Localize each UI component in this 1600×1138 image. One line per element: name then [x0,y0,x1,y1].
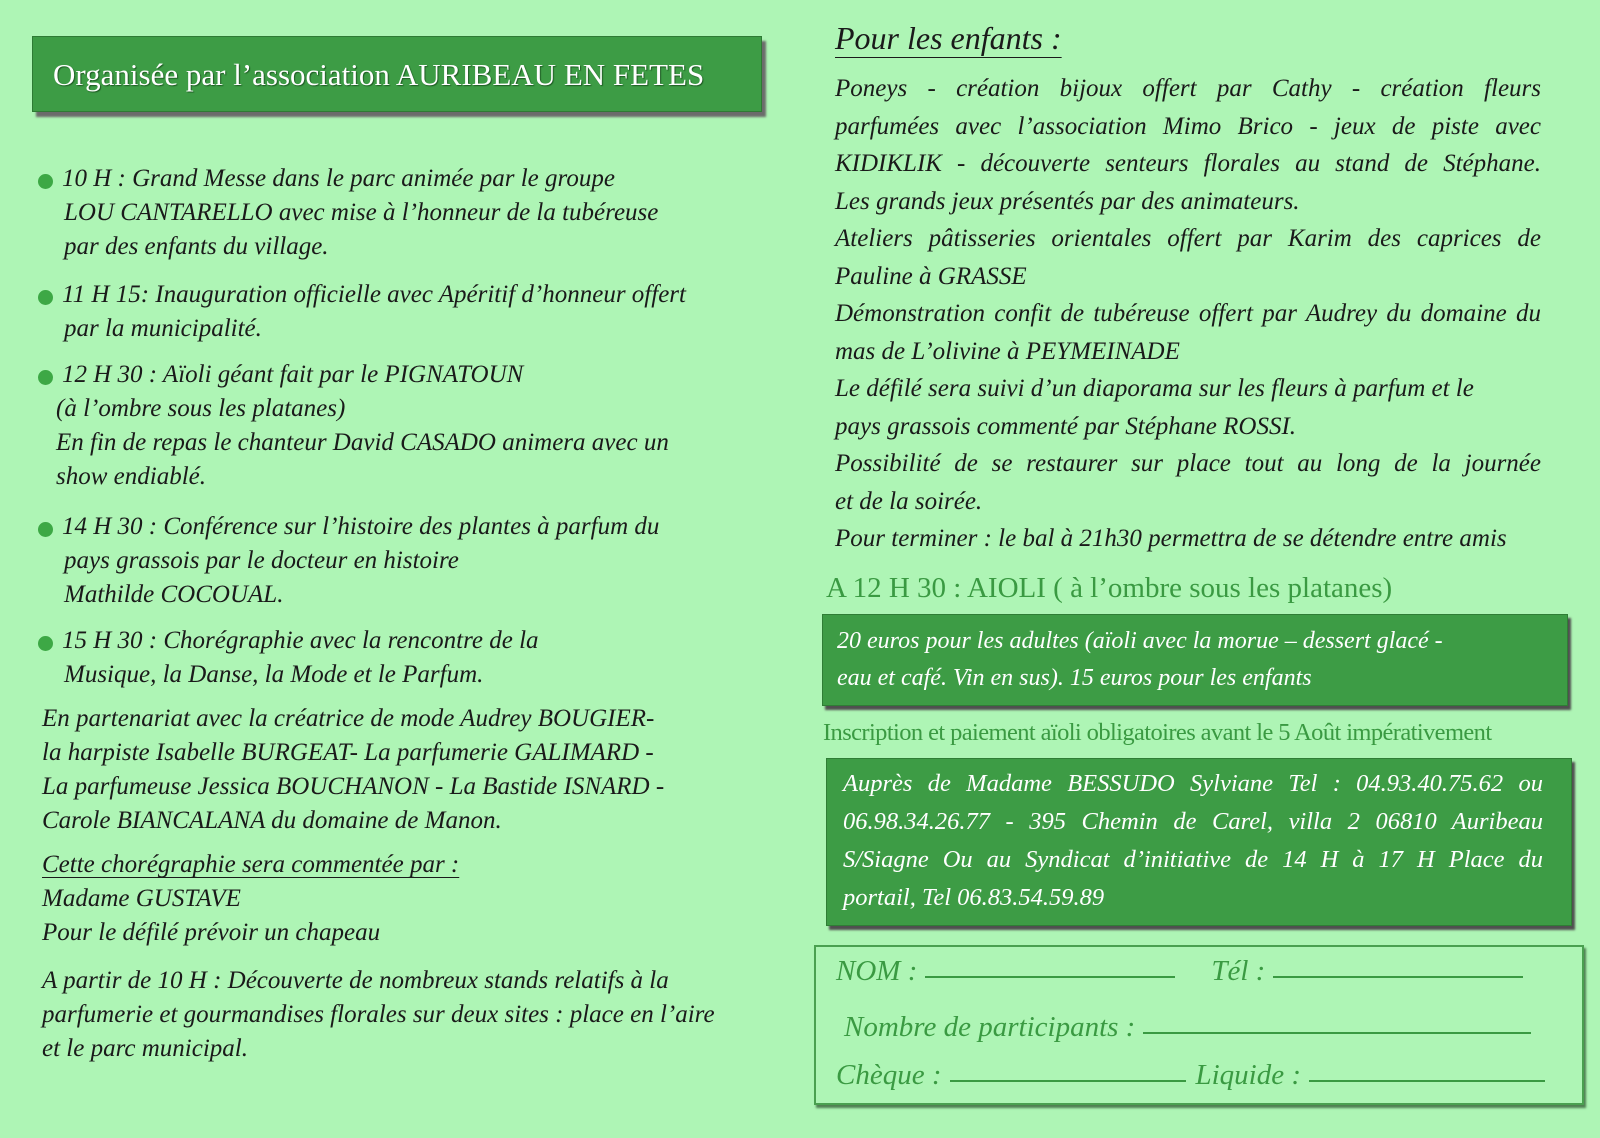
commentator-name: Madame GUSTAVE [42,885,241,912]
registration-form [814,945,1584,1105]
program-line: 11 H 15: Inauguration officielle avec Apéritif d’honneur offert [62,281,686,308]
program-line: show endiablé. [56,463,206,490]
program-line: Mathilde COCOUAL. [64,581,284,608]
cheque-label: Chèque : [836,1059,942,1091]
commentary-heading: Cette chorégraphie sera commentée par : [42,851,460,878]
program-line: par la municipalité. [64,315,262,342]
nom-field[interactable] [925,976,1175,978]
program-line: (à l’ombre sous les platanes) [56,395,346,422]
price-box: 20 euros pour les adultes (aïoli avec la morue – dessert glacé - eau et café. Vin en sus). 15 euros pour les enfants [822,614,1568,706]
bullet-icon [38,522,53,537]
program-line: par des enfants du village. [64,233,329,260]
program-item [38,624,758,692]
inscription-heading: Inscription et paiement aïoli obligatoires avant le 5 Août impérativement [823,719,1492,746]
kids-title: Pour les enfants : [835,20,1062,56]
participants-label: Nombre de participants : [844,1011,1136,1043]
program-line: LOU CANTARELLO avec mise à l’honneur de la tubéreuse [64,199,659,226]
tel-field[interactable] [1273,976,1523,978]
liquide-field[interactable] [1309,1080,1545,1082]
tel-label: Tél : [1211,955,1266,987]
program-item [38,510,758,612]
program-item [38,162,758,264]
participants-field[interactable] [1143,1032,1531,1034]
program-item [38,278,758,346]
program-line: Musique, la Danse, la Mode et le Parfum. [64,661,484,688]
commentary-section [42,848,762,950]
program-line: 12 H 30 : Aïoli géant fait par le PIGNATOUN [62,361,524,388]
bullet-icon [38,636,53,651]
liquide-label: Liquide : [1195,1059,1302,1091]
program-line: En fin de repas le chanteur David CASADO animera avec un [56,429,669,456]
hat-note: Pour le défilé prévoir un chapeau [42,919,381,946]
program-line: 15 H 30 : Chorégraphie avec la rencontre de la [62,627,539,654]
partners-text: En partenariat avec la créatrice de mode Audrey BOUGIER- la harpiste Isabelle BURGEAT- La parfumerie GALIMARD - La parfumeuse Jessica BOUCHANON - La Bastide ISNARD - Carole BIANCALANA du domaine de Manon. [42,705,665,834]
bullet-icon [38,370,53,385]
contact-box: Auprès de Madame BESSUDO Sylviane Tel : 04.93.40.75.62 ou 06.98.34.26.77 - 395 Chemin de Carel, villa 2 06810 Auribeau S/Siagne Ou au Syndicat d’initiative de 14 H à 17 H Place du portail, Tel 06.83.54.59.89 [826,758,1572,926]
aioli-heading: A 12 H 30 : AIOLI ( à l’ombre sous les platanes) [826,572,1393,604]
program-line: pays grassois par le docteur en histoire [64,547,459,574]
kids-activities: Poneys - création bijoux offert par Cathy - création fleurs parfumées avec l’association Mimo Brico - jeux de piste avec KIDIKLIK - découverte senteurs florales au stand de Stéphane. Les grands jeux présentés par des animateurs. Ateliers pâtisseries orientales offert par Karim des caprices de Pauline à GRASSE Démonstration confit de tubéreuse offert par Audrey du domaine du mas de L’olivine à PEYMEINADE Le défilé sera suivi d’un diaporama sur les fleurs à parfum et le pays grassois commenté par Stéphane ROSSI. Possibilité de se restaurer sur place tout au long de la journée et de la soirée. Pour terminer : le bal à 21h30 permettra de se détendre entre amis [835,75,1541,552]
organizer-banner: Organisée par l’association AURIBEAU EN FETES [32,36,762,112]
program-line: 14 H 30 : Conférence sur l’histoire des plantes à parfum du [62,513,660,540]
bullet-icon [38,174,53,189]
stands-text: A partir de 10 H : Découverte de nombreux stands relatifs à la parfumerie et gourmandises florales sur deux sites : place en l’aire et le parc municipal. [42,967,715,1062]
cheque-field[interactable] [950,1080,1186,1082]
nom-label: NOM : [836,955,918,987]
program-line: 10 H : Grand Messe dans le parc animée par le groupe [62,165,615,192]
bullet-icon [38,290,53,305]
program-item [38,358,758,494]
